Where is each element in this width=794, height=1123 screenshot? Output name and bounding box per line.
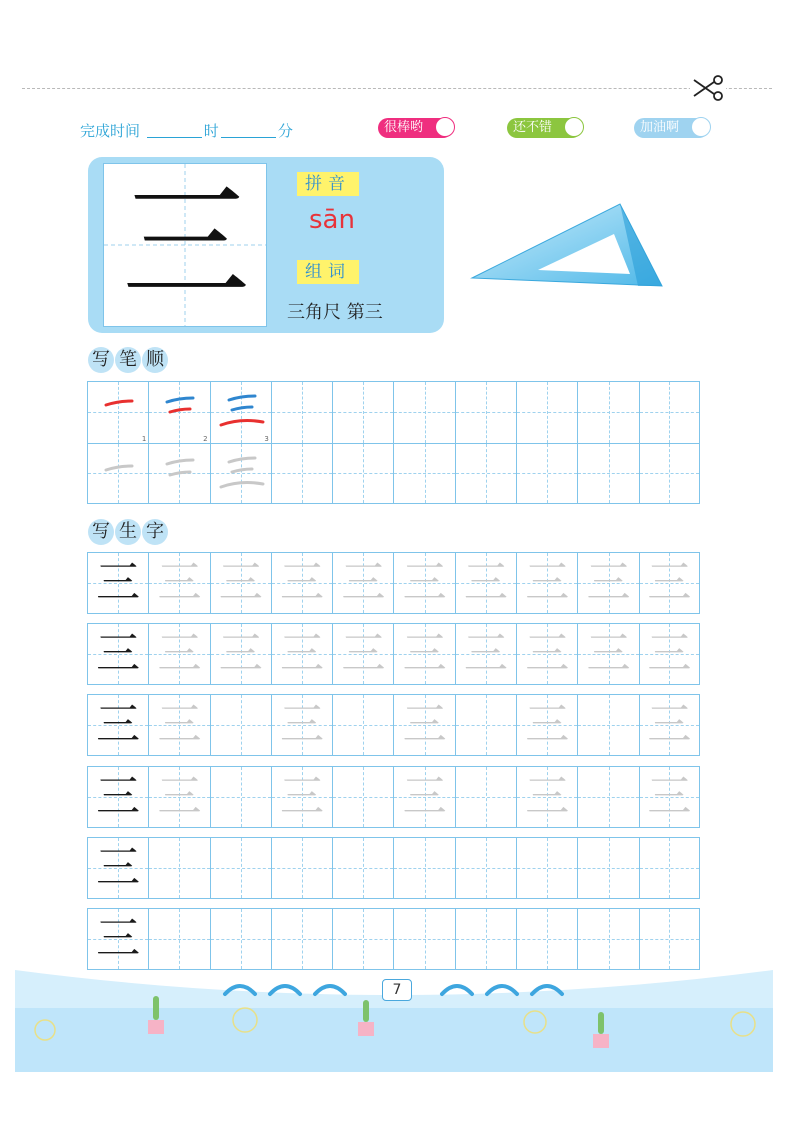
model-character: 三	[96, 628, 141, 679]
trace-character: 三	[157, 557, 202, 608]
empty-cell[interactable]	[577, 837, 638, 899]
empty-cell[interactable]	[210, 766, 271, 828]
pinyin: sān	[309, 205, 355, 235]
empty-cell[interactable]	[271, 381, 332, 443]
stroke-cell-1	[87, 381, 148, 443]
empty-cell[interactable]	[516, 837, 577, 899]
trace-cell[interactable]	[210, 623, 271, 685]
trace-character: 三	[525, 557, 570, 608]
trace-character: 三	[280, 628, 325, 679]
title-char: 写	[88, 519, 114, 545]
model-character: 三	[96, 699, 141, 750]
trace-character: 三	[157, 699, 202, 750]
model-character-cell	[87, 552, 148, 614]
trace-character: 三	[157, 771, 202, 822]
trace-character: 三	[341, 628, 386, 679]
model-character: 三	[96, 557, 141, 608]
page-number: 7	[382, 979, 412, 1001]
scissors-icon	[690, 74, 726, 102]
trace-cell[interactable]	[148, 766, 209, 828]
empty-cell[interactable]	[332, 381, 393, 443]
trace-character: 三	[280, 771, 325, 822]
empty-cell[interactable]	[455, 694, 516, 756]
trace-cell[interactable]	[210, 552, 271, 614]
empty-cell[interactable]	[577, 443, 638, 505]
model-character-cell	[87, 908, 148, 970]
trace-character: 三	[647, 699, 692, 750]
trace-cell[interactable]	[332, 623, 393, 685]
example-words: 三角尺 第三	[287, 302, 383, 323]
trace-cell[interactable]	[639, 552, 700, 614]
stroke-number: 3	[264, 434, 269, 443]
trace-cell[interactable]	[455, 623, 516, 685]
practice-row	[87, 623, 700, 685]
empty-cell[interactable]	[393, 443, 454, 505]
big-character-cell	[103, 163, 267, 327]
trace-character: 三	[402, 699, 447, 750]
practice-title	[88, 519, 169, 545]
pinyin-tag: 拼音	[297, 172, 359, 196]
empty-cell[interactable]	[332, 443, 393, 505]
trace-character: 三	[402, 628, 447, 679]
trace-cell[interactable]	[577, 552, 638, 614]
practice-row	[87, 837, 700, 899]
stroke-step-1	[88, 382, 149, 443]
empty-cell[interactable]	[639, 381, 700, 443]
title-char: 字	[142, 519, 168, 545]
trace-cell[interactable]	[271, 552, 332, 614]
empty-cell[interactable]	[455, 443, 516, 505]
trace-cell[interactable]	[639, 623, 700, 685]
trace-cell[interactable]	[577, 623, 638, 685]
rating-great	[378, 118, 453, 138]
title-char: 顺	[142, 347, 168, 373]
big-character: 三	[121, 169, 250, 318]
cut-line	[22, 88, 772, 89]
trace-cell[interactable]	[639, 766, 700, 828]
trace-cell[interactable]	[393, 766, 454, 828]
stroke-number: 2	[203, 434, 208, 443]
rating-great-checkbox[interactable]	[435, 117, 455, 137]
empty-cell[interactable]	[455, 837, 516, 899]
practice-grid	[87, 837, 700, 899]
rating-keep-going	[634, 118, 709, 138]
practice-grid	[87, 552, 700, 614]
practice-grid	[87, 694, 700, 756]
stroke-step-3	[211, 382, 272, 443]
trace-cell[interactable]	[516, 623, 577, 685]
empty-cell[interactable]	[271, 837, 332, 899]
empty-cell[interactable]	[148, 837, 209, 899]
rating-keep-going-label: 加油啊	[640, 120, 680, 135]
model-character: 三	[96, 771, 141, 822]
empty-cell[interactable]	[639, 443, 700, 505]
trace-cell[interactable]	[271, 694, 332, 756]
empty-cell[interactable]	[393, 837, 454, 899]
trace-step-2	[149, 444, 210, 505]
practice-row	[87, 552, 700, 614]
trace-character: 三	[341, 557, 386, 608]
stroke-cell-2	[148, 381, 209, 443]
model-character: 三	[96, 842, 141, 893]
stroke-order-grid	[87, 381, 700, 504]
trace-cell[interactable]	[87, 443, 148, 505]
title-char: 笔	[115, 347, 141, 373]
footer-decoration	[15, 960, 773, 1072]
empty-cell[interactable]	[577, 766, 638, 828]
trace-cell[interactable]	[516, 552, 577, 614]
model-character-cell	[87, 623, 148, 685]
empty-cell[interactable]	[516, 381, 577, 443]
trace-character: 三	[218, 628, 263, 679]
empty-cell[interactable]	[332, 694, 393, 756]
completion-time-label: 完成时间	[80, 122, 141, 140]
title-char: 生	[115, 519, 141, 545]
trace-cell[interactable]	[148, 623, 209, 685]
empty-cell[interactable]	[455, 766, 516, 828]
trace-cell[interactable]	[148, 552, 209, 614]
trace-cell[interactable]	[393, 694, 454, 756]
trace-cell[interactable]	[455, 552, 516, 614]
stroke-trace-row	[87, 443, 700, 505]
empty-cell[interactable]	[332, 837, 393, 899]
model-character-cell	[87, 837, 148, 899]
trace-character: 三	[402, 557, 447, 608]
trace-cell[interactable]	[516, 766, 577, 828]
stroke-step-2	[149, 382, 210, 443]
practice-grid	[87, 623, 700, 685]
trace-cell[interactable]	[332, 552, 393, 614]
hour-unit: 时	[203, 122, 219, 140]
empty-cell[interactable]	[577, 694, 638, 756]
trace-cell[interactable]	[148, 694, 209, 756]
trace-step-1	[88, 444, 149, 505]
model-character-cell	[87, 694, 148, 756]
trace-character: 三	[586, 557, 631, 608]
minute-unit: 分	[277, 122, 293, 140]
triangle-ruler-icon	[468, 200, 668, 292]
trace-character: 三	[218, 557, 263, 608]
trace-cell[interactable]	[210, 443, 271, 505]
hour-blank[interactable]	[147, 137, 202, 138]
stroke-order-title	[88, 347, 169, 373]
trace-character: 三	[463, 628, 508, 679]
title-char: 写	[88, 347, 114, 373]
trace-cell[interactable]	[639, 694, 700, 756]
empty-cell[interactable]	[516, 443, 577, 505]
model-character: 三	[96, 913, 141, 964]
empty-cell[interactable]	[332, 766, 393, 828]
trace-cell[interactable]	[271, 766, 332, 828]
empty-cell[interactable]	[455, 381, 516, 443]
trace-character: 三	[402, 771, 447, 822]
trace-character: 三	[525, 699, 570, 750]
rating-great-label: 很棒哟	[384, 120, 424, 135]
trace-character: 三	[525, 771, 570, 822]
words-tag: 组词	[297, 260, 359, 284]
empty-cell[interactable]	[210, 694, 271, 756]
empty-cell[interactable]	[210, 837, 271, 899]
rating-keep-going-checkbox[interactable]	[691, 117, 711, 137]
empty-cell[interactable]	[393, 381, 454, 443]
stroke-order-row	[87, 381, 700, 443]
trace-cell[interactable]	[271, 623, 332, 685]
trace-character: 三	[157, 628, 202, 679]
practice-grid	[87, 766, 700, 828]
trace-character: 三	[280, 699, 325, 750]
trace-character: 三	[647, 628, 692, 679]
practice-row	[87, 766, 700, 828]
completion-time	[80, 120, 293, 141]
stroke-number: 1	[141, 434, 147, 443]
stroke-cell-3	[210, 381, 271, 443]
trace-cell[interactable]	[393, 552, 454, 614]
empty-cell[interactable]	[577, 381, 638, 443]
trace-cell[interactable]	[393, 623, 454, 685]
model-character-cell	[87, 766, 148, 828]
trace-character: 三	[280, 557, 325, 608]
trace-character: 三	[586, 628, 631, 679]
empty-cell[interactable]	[271, 443, 332, 505]
minute-blank[interactable]	[221, 137, 276, 138]
trace-step-3	[211, 444, 272, 505]
empty-cell[interactable]	[639, 837, 700, 899]
trace-character: 三	[647, 557, 692, 608]
rating-good-label: 还不错	[513, 120, 553, 135]
trace-cell[interactable]	[516, 694, 577, 756]
rating-good	[507, 118, 582, 138]
trace-character: 三	[525, 628, 570, 679]
trace-character: 三	[647, 771, 692, 822]
trace-character: 三	[463, 557, 508, 608]
trace-cell[interactable]	[148, 443, 209, 505]
rating-good-checkbox[interactable]	[564, 117, 584, 137]
practice-row	[87, 694, 700, 756]
